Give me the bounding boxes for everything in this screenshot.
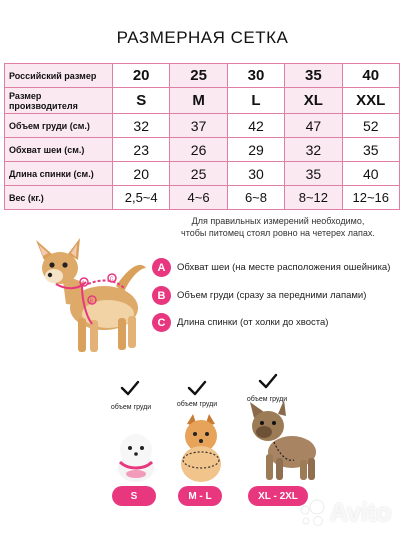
svg-text:B: B <box>89 298 94 305</box>
table-cell: 20 <box>113 162 170 186</box>
table-cell: 23 <box>113 138 170 162</box>
table-cell: 37 <box>170 114 227 138</box>
size-pill-xl-2xl: XL - 2XL <box>248 486 308 506</box>
table-cell: XL <box>285 88 342 114</box>
svg-text:A: A <box>81 280 85 287</box>
table-cell: XXL <box>342 88 399 114</box>
table-cell: 35 <box>285 162 342 186</box>
legend-text: Объем груди (сразу за передними лапами) <box>177 290 367 301</box>
table-cell: 32 <box>285 138 342 162</box>
table-cell: 26 <box>170 138 227 162</box>
table-cell: 29 <box>227 138 284 162</box>
table-cell: 52 <box>342 114 399 138</box>
table-cell: 40 <box>342 64 399 88</box>
table-cell: 40 <box>342 162 399 186</box>
row-label: Вес (кг.) <box>5 186 113 210</box>
measurement-hint: Для правильных измерений необходимо, чтобы питомец стоял ровно на четерех лапах. <box>181 216 375 238</box>
row-label: Российский размер <box>5 64 113 88</box>
table-row <box>5 162 400 186</box>
table-cell: L <box>227 88 284 114</box>
table-cell: M <box>170 88 227 114</box>
table-cell: 6~8 <box>227 186 284 210</box>
avito-logo-icon <box>297 498 327 528</box>
pomeranian-white-illustration <box>112 428 160 484</box>
svg-text:C: C <box>109 276 114 283</box>
chihuahua-illustration <box>20 238 160 368</box>
table-cell: 20 <box>113 64 170 88</box>
table-row <box>5 138 400 162</box>
table-cell: 30 <box>227 162 284 186</box>
table-cell: 35 <box>342 138 399 162</box>
legend-item-neck <box>152 258 402 277</box>
table-cell: 8~12 <box>285 186 342 210</box>
checkmark-icon <box>187 380 207 396</box>
table-cell: 4~6 <box>170 186 227 210</box>
table-row <box>5 186 400 210</box>
french-bulldog-illustration <box>240 400 320 484</box>
page-title: РАЗМЕРНАЯ СЕТКА <box>116 28 289 47</box>
size-pill-m-l: M - L <box>178 486 222 506</box>
row-label: Объем груди (см.) <box>5 114 113 138</box>
chest-caption: объем груди <box>246 396 288 403</box>
watermark-text: Avito <box>329 497 391 527</box>
checkmark-icon <box>120 380 140 396</box>
table-row <box>5 64 400 88</box>
table-cell: 47 <box>285 114 342 138</box>
table-cell: 25 <box>170 64 227 88</box>
table-cell: 12~16 <box>342 186 399 210</box>
table-cell: S <box>113 88 170 114</box>
size-chart-table <box>4 63 400 210</box>
checkmark-icon <box>258 373 278 389</box>
table-cell: 32 <box>113 114 170 138</box>
row-label: Обхват шеи (см.) <box>5 138 113 162</box>
table-row <box>5 88 400 114</box>
legend-item-back <box>152 313 402 332</box>
row-label: Длина спинки (см.) <box>5 162 113 186</box>
table-row <box>5 114 400 138</box>
chest-caption: объем груди <box>176 401 218 408</box>
table-cell: 25 <box>170 162 227 186</box>
legend-badge: C <box>152 313 171 332</box>
legend-text: Длина спинки (от холки до хвоста) <box>177 317 329 328</box>
legend-item-chest <box>152 286 402 305</box>
table-cell: 42 <box>227 114 284 138</box>
pomeranian-orange-illustration <box>175 414 227 484</box>
legend-badge: A <box>152 258 171 277</box>
chest-caption: объем груди <box>110 404 152 411</box>
watermark <box>297 497 391 528</box>
table-cell: 2,5~4 <box>113 186 170 210</box>
size-pill-s: S <box>112 486 156 506</box>
table-cell: 35 <box>285 64 342 88</box>
table-cell: 30 <box>227 64 284 88</box>
legend-text: Обхват шеи (на месте расположения ошейника) <box>177 262 391 273</box>
legend-badge: B <box>152 286 171 305</box>
row-label: Размер производителя <box>5 88 113 114</box>
